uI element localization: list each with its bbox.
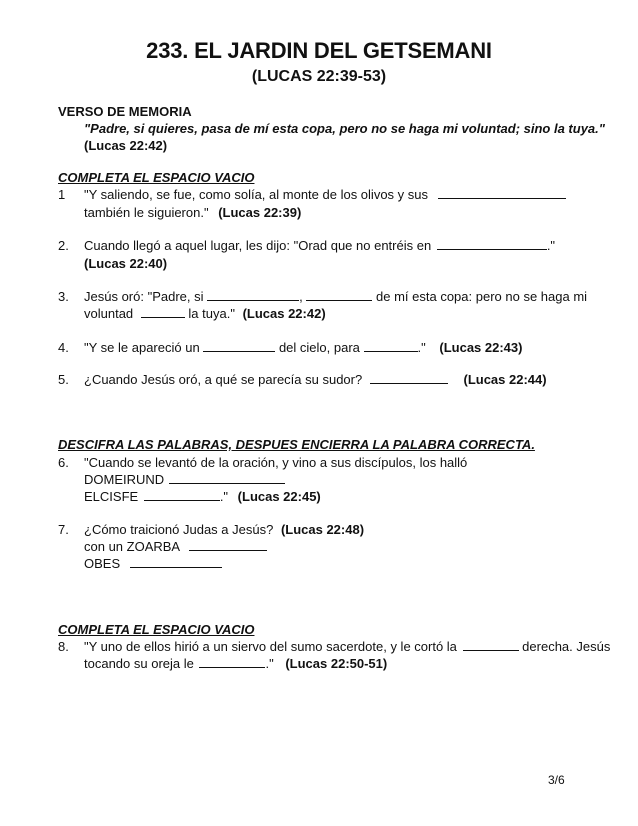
q1-number: 1 xyxy=(58,187,66,202)
section3-heading: COMPLETA EL ESPACIO VACIO xyxy=(58,622,255,637)
section1-heading: COMPLETA EL ESPACIO VACIO xyxy=(58,170,255,185)
q3-number: 3. xyxy=(58,289,69,304)
memory-verse-heading: VERSO DE MEMORIA xyxy=(58,104,192,119)
q3-text: Jesús oró: "Padre, si xyxy=(84,289,204,304)
q3-line2 xyxy=(84,306,326,321)
q7-number: 7. xyxy=(58,522,69,537)
q8-text-end: derecha. Jesús xyxy=(522,639,611,654)
q3-blank-2[interactable] xyxy=(306,289,372,301)
memory-verse-ref: (Lucas 22:42) xyxy=(84,138,168,153)
q3-line1 xyxy=(84,289,587,304)
page-title: 233. EL JARDIN DEL GETSEMANI xyxy=(146,38,492,63)
q6-text: "Cuando se levantó de la oración, y vino a sus discípulos, los halló xyxy=(84,455,468,470)
q3-blank-3[interactable] xyxy=(141,306,185,318)
q4-text-mid: del cielo, para xyxy=(278,340,360,355)
q7-blank-2[interactable] xyxy=(130,556,222,568)
q7-line2 xyxy=(84,539,267,554)
q3-comma: , xyxy=(299,289,303,304)
q1-blank[interactable] xyxy=(438,187,566,199)
q5-number: 5. xyxy=(58,372,69,387)
q6-number: 6. xyxy=(58,455,69,470)
q3-blank-1[interactable] xyxy=(207,289,299,301)
q7-blank-1[interactable] xyxy=(189,539,267,551)
q1-line2 xyxy=(84,205,301,220)
q2-line1 xyxy=(84,238,555,253)
q1-text: "Y saliendo, se fue, como solía, al monte de los olivos y sus xyxy=(84,187,428,202)
q7-word-2: OBES xyxy=(84,556,121,571)
q8-text-cont: tocando su oreja le xyxy=(84,656,194,671)
q6-blank-2[interactable] xyxy=(144,489,220,501)
q5-ref: (Lucas 22:44) xyxy=(463,372,547,387)
q8-text-close: ." xyxy=(265,656,274,671)
q2-text: Cuando llegó a aquel lugar, les dijo: "Orad que no entréis en xyxy=(84,238,432,253)
q6-word-2: ELCISFE xyxy=(84,489,139,504)
q8-blank-1[interactable] xyxy=(463,639,519,651)
section2-heading: DESCIFRA LAS PALABRAS, DESPUES ENCIERRA LA PALABRA CORRECTA. xyxy=(58,437,535,452)
q6-text-end: ." xyxy=(219,489,229,504)
q4-line1 xyxy=(84,340,522,355)
q1-ref: (Lucas 22:39) xyxy=(218,205,302,220)
q6-word-1: DOMEIRUND xyxy=(84,472,165,487)
q8-ref: (Lucas 22:50-51) xyxy=(285,656,388,671)
q4-text-end: ." xyxy=(417,340,426,355)
q1-line1 xyxy=(84,187,566,202)
q1-text-cont: también le siguieron." xyxy=(84,205,209,220)
q7-ref: (Lucas 22:48) xyxy=(280,522,365,537)
q4-ref: (Lucas 22:43) xyxy=(439,340,523,355)
q4-number: 4. xyxy=(58,340,69,355)
q7-line1 xyxy=(84,522,364,537)
q6-line3 xyxy=(84,489,321,504)
page-number: 3/6 xyxy=(548,773,565,787)
q6-blank-1[interactable] xyxy=(169,472,285,484)
q2-text-end: ." xyxy=(546,238,556,253)
q5-line1 xyxy=(84,372,547,387)
q4-blank-1[interactable] xyxy=(203,340,275,352)
q5-text: ¿Cuando Jesús oró, a qué se parecía su sudor? xyxy=(84,372,363,387)
q6-ref: (Lucas 22:45) xyxy=(237,489,321,504)
memory-verse-text: "Padre, si quieres, pasa de mí esta copa, pero no se haga mi voluntad; sino la tuya." xyxy=(84,121,605,136)
q7-word-1: con un ZOARBA xyxy=(84,539,180,554)
q3-ref: (Lucas 22:42) xyxy=(242,306,326,321)
q5-blank[interactable] xyxy=(370,372,448,384)
q2-ref: (Lucas 22:40) xyxy=(84,256,168,271)
q2-blank[interactable] xyxy=(437,238,547,250)
q7-line3 xyxy=(84,556,222,571)
q8-text: "Y uno de ellos hirió a un siervo del sumo sacerdote, y le cortó la xyxy=(84,639,457,654)
q4-blank-2[interactable] xyxy=(364,340,418,352)
q3-text-end: de mí esta copa: pero no se haga mi xyxy=(376,289,588,304)
q4-text: "Y se le apareció un xyxy=(84,340,200,355)
q8-line2 xyxy=(84,656,387,671)
page-subtitle: (LUCAS 22:39-53) xyxy=(251,68,387,85)
q8-line1 xyxy=(84,639,610,654)
q3-text-voluntad: voluntad xyxy=(84,306,134,321)
q8-number: 8. xyxy=(58,639,69,654)
q2-number: 2. xyxy=(58,238,69,253)
q7-text: ¿Cómo traicionó Judas a Jesús? xyxy=(84,522,274,537)
q8-blank-2[interactable] xyxy=(199,656,265,668)
q3-text-tuya: la tuya." xyxy=(188,306,235,321)
q6-line2 xyxy=(84,472,285,487)
